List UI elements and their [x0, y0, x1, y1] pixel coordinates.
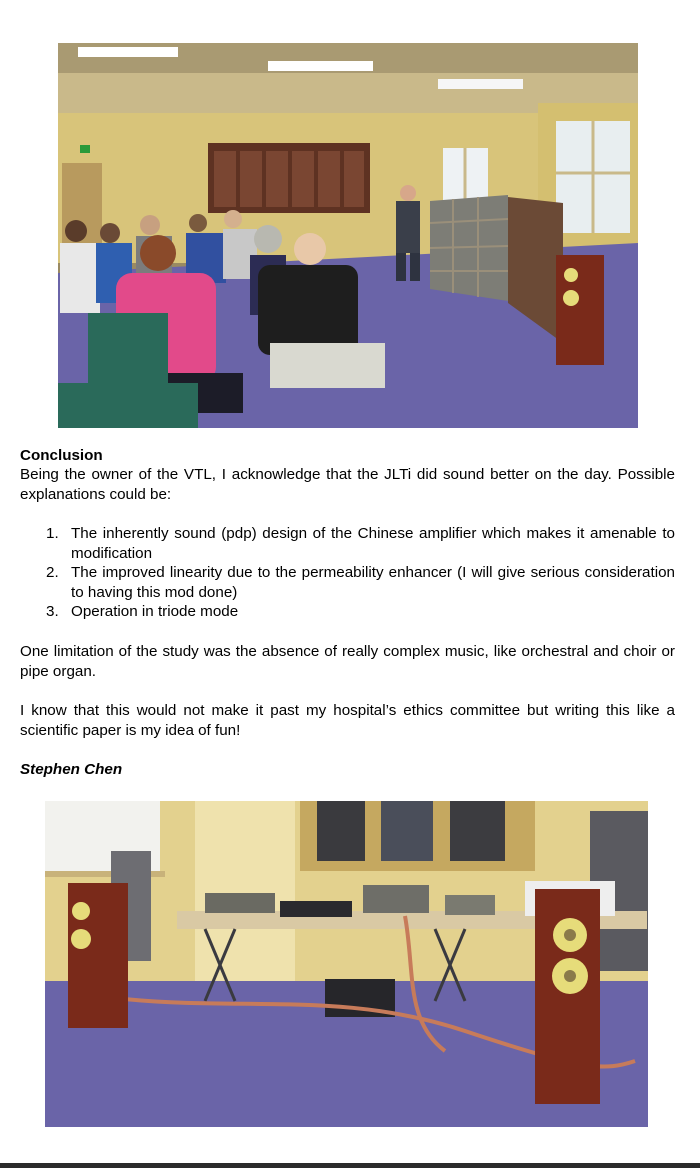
list-item — [20, 563, 675, 602]
list-item-text: Operation in triode mode — [71, 603, 239, 620]
list-number: 1. — [46, 525, 59, 542]
author-signature: Stephen Chen — [20, 761, 123, 778]
list-number: 3. — [46, 603, 59, 620]
list-item — [20, 602, 675, 622]
list-item-text: The inherently sound (pdp) design of the Chinese amplifier which makes it amenable to modification — [71, 525, 675, 562]
listening-session-photo — [58, 43, 638, 428]
page-bottom-rule — [0, 1163, 700, 1168]
limitation-paragraph: One limitation of the study was the absence of really complex music, like orchestral and choir or pipe organ. — [20, 643, 675, 680]
equipment-setup-photo — [45, 801, 648, 1127]
list-item-text: The improved linearity due to the permeability enhancer (I will give serious consideration to having this mod done) — [71, 564, 675, 601]
conclusion-heading: Conclusion — [20, 447, 103, 464]
explanations-list — [20, 524, 675, 622]
list-item — [20, 524, 675, 563]
intro-paragraph: Being the owner of the VTL, I acknowledge that the JLTi did sound better on the day. Possible explanations could be: — [20, 466, 675, 503]
ethics-paragraph: I know that this would not make it past my hospital’s ethics committee but writing this like a scientific paper is my idea of fun! — [20, 702, 675, 739]
list-number: 2. — [46, 564, 59, 581]
